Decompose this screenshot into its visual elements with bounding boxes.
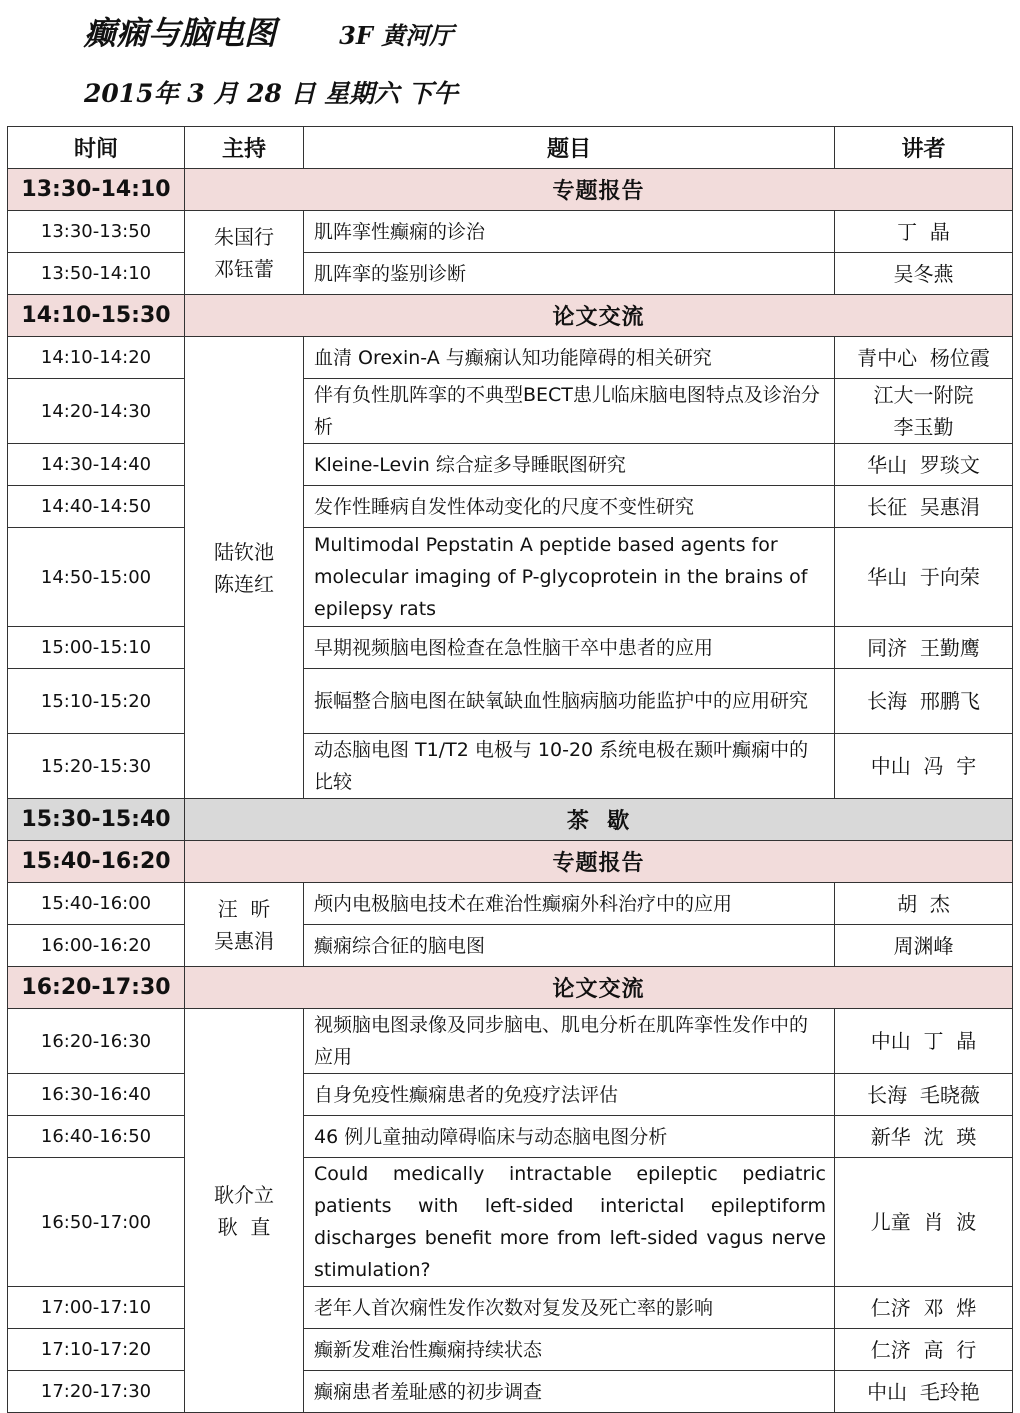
- page-title: [84, 8, 453, 54]
- session-speaker: 丁 晶: [835, 211, 1013, 253]
- session-row: [8, 337, 1013, 379]
- session-speaker: 中山 冯 宇: [835, 734, 1013, 799]
- session-speaker: 同济 王勤鹰: [835, 627, 1013, 669]
- session-row: [8, 486, 1013, 528]
- event-location: 3F 黄河厅: [339, 21, 454, 50]
- event-title: 癫痫与脑电图: [84, 14, 277, 52]
- session-row: [8, 627, 1013, 669]
- session-time: 14:10-14:20: [8, 337, 185, 379]
- session-row: [8, 1009, 1013, 1074]
- session-time: 17:20-17:30: [8, 1371, 185, 1413]
- session-topic: 46 例儿童抽动障碍临床与动态脑电图分析: [304, 1116, 835, 1158]
- session-row: [8, 444, 1013, 486]
- session-row: [8, 379, 1013, 444]
- session-row: [8, 1074, 1013, 1116]
- session-topic: 老年人首次痫性发作次数对复发及死亡率的影响: [304, 1287, 835, 1329]
- session-row: [8, 734, 1013, 799]
- session-host: 陆钦池 陈连红: [185, 337, 304, 799]
- session-topic: 发作性睡病自发性体动变化的尺度不变性研究: [304, 486, 835, 528]
- col-header-topic: 题目: [304, 127, 835, 169]
- schedule-table: [7, 126, 1013, 1413]
- session-row: [8, 211, 1013, 253]
- session-row: [8, 1116, 1013, 1158]
- session-topic: 视频脑电图录像及同步脑电、肌电分析在肌阵挛性发作中的应用: [304, 1009, 835, 1074]
- session-speaker: 新华 沈 瑛: [835, 1116, 1013, 1158]
- session-host: 汪 昕 吴惠涓: [185, 883, 304, 967]
- session-time: 14:30-14:40: [8, 444, 185, 486]
- session-time: 17:10-17:20: [8, 1329, 185, 1371]
- session-row: [8, 253, 1013, 295]
- session-time: 14:50-15:00: [8, 528, 185, 627]
- section-time: 14:10-15:30: [8, 295, 185, 337]
- session-speaker: 长征 吴惠涓: [835, 486, 1013, 528]
- session-speaker: 胡 杰: [835, 883, 1013, 925]
- session-time: 17:00-17:10: [8, 1287, 185, 1329]
- section-time: 15:40-16:20: [8, 841, 185, 883]
- session-time: 15:40-16:00: [8, 883, 185, 925]
- section-row: [8, 799, 1013, 841]
- session-topic: Kleine-Levin 综合症多导睡眠图研究: [304, 444, 835, 486]
- col-header-speaker: 讲者: [835, 127, 1013, 169]
- session-row: [8, 528, 1013, 627]
- session-row: [8, 1371, 1013, 1413]
- session-time: 15:00-15:10: [8, 627, 185, 669]
- session-topic: Could medically intractable epileptic pediatric patients with left-sided interictal epileptiform discharges benefit more from left-sided vagus nerve stimulation?: [304, 1158, 835, 1287]
- session-speaker: 江大一附院 李玉勤: [835, 379, 1013, 444]
- session-speaker: 中山 毛玲艳: [835, 1371, 1013, 1413]
- section-label: 论文交流: [185, 967, 1013, 1009]
- session-host: 朱国行 邓钰蕾: [185, 211, 304, 295]
- col-header-host: 主持: [185, 127, 304, 169]
- session-time: 16:40-16:50: [8, 1116, 185, 1158]
- session-speaker: 长海 邢鹏飞: [835, 669, 1013, 734]
- session-time: 16:50-17:00: [8, 1158, 185, 1287]
- session-time: 15:10-15:20: [8, 669, 185, 734]
- session-topic: 动态脑电图 T1/T2 电极与 10-20 系统电极在颞叶癫痫中的比较: [304, 734, 835, 799]
- session-topic: 血清 Orexin-A 与癫痫认知功能障碍的相关研究: [304, 337, 835, 379]
- session-row: [8, 669, 1013, 734]
- section-row: [8, 841, 1013, 883]
- session-topic: 癫痫综合征的脑电图: [304, 925, 835, 967]
- section-time: 13:30-14:10: [8, 169, 185, 211]
- section-row: [8, 169, 1013, 211]
- section-label: 专题报告: [185, 841, 1013, 883]
- section-row: [8, 967, 1013, 1009]
- session-time: 16:30-16:40: [8, 1074, 185, 1116]
- section-label: 茶 歇: [185, 799, 1013, 841]
- session-speaker: 华山 罗琰文: [835, 444, 1013, 486]
- schedule-body: [8, 169, 1013, 1413]
- session-row: [8, 883, 1013, 925]
- section-time: 16:20-17:30: [8, 967, 185, 1009]
- session-topic: 早期视频脑电图检查在急性脑干卒中患者的应用: [304, 627, 835, 669]
- session-speaker: 华山 于向荣: [835, 528, 1013, 627]
- session-time: 14:20-14:30: [8, 379, 185, 444]
- section-row: [8, 295, 1013, 337]
- session-speaker: 周渊峰: [835, 925, 1013, 967]
- session-speaker: 仁济 邓 烨: [835, 1287, 1013, 1329]
- header-row: [8, 127, 1013, 169]
- session-time: 16:20-16:30: [8, 1009, 185, 1074]
- section-label: 专题报告: [185, 169, 1013, 211]
- session-speaker: 长海 毛晓薇: [835, 1074, 1013, 1116]
- session-row: [8, 1287, 1013, 1329]
- section-time: 15:30-15:40: [8, 799, 185, 841]
- session-topic: 颅内电极脑电技术在难治性癫痫外科治疗中的应用: [304, 883, 835, 925]
- session-speaker: 青中心 杨位霞: [835, 337, 1013, 379]
- session-row: [8, 1329, 1013, 1371]
- session-time: 13:50-14:10: [8, 253, 185, 295]
- session-topic: 伴有负性肌阵挛的不典型BECT患儿临床脑电图特点及诊治分析: [304, 379, 835, 444]
- session-time: 16:00-16:20: [8, 925, 185, 967]
- session-topic: 肌阵挛性癫痫的诊治: [304, 211, 835, 253]
- session-topic: 自身免疫性癫痫患者的免疫疗法评估: [304, 1074, 835, 1116]
- col-header-time: 时间: [8, 127, 185, 169]
- session-speaker: 中山 丁 晶: [835, 1009, 1013, 1074]
- session-topic: 肌阵挛的鉴别诊断: [304, 253, 835, 295]
- section-label: 论文交流: [185, 295, 1013, 337]
- session-row: [8, 925, 1013, 967]
- session-time: 14:40-14:50: [8, 486, 185, 528]
- session-speaker: 仁济 高 行: [835, 1329, 1013, 1371]
- session-topic: 振幅整合脑电图在缺氧缺血性脑病脑功能监护中的应用研究: [304, 669, 835, 734]
- session-row: [8, 1158, 1013, 1287]
- session-topic: 癫痫患者羞耻感的初步调查: [304, 1371, 835, 1413]
- event-date: 2015年 3 月 28 日 星期六 下午: [84, 79, 458, 108]
- session-topic: Multimodal Pepstatin A peptide based agents for molecular imaging of P-glycoprotein in the brains of epilepsy rats: [304, 528, 835, 627]
- session-host: 耿介立 耿 直: [185, 1009, 304, 1413]
- session-speaker: 吴冬燕: [835, 253, 1013, 295]
- session-topic: 癫新发难治性癫痫持续状态: [304, 1329, 835, 1371]
- session-speaker: 儿童 肖 波: [835, 1158, 1013, 1287]
- session-time: 13:30-13:50: [8, 211, 185, 253]
- session-time: 15:20-15:30: [8, 734, 185, 799]
